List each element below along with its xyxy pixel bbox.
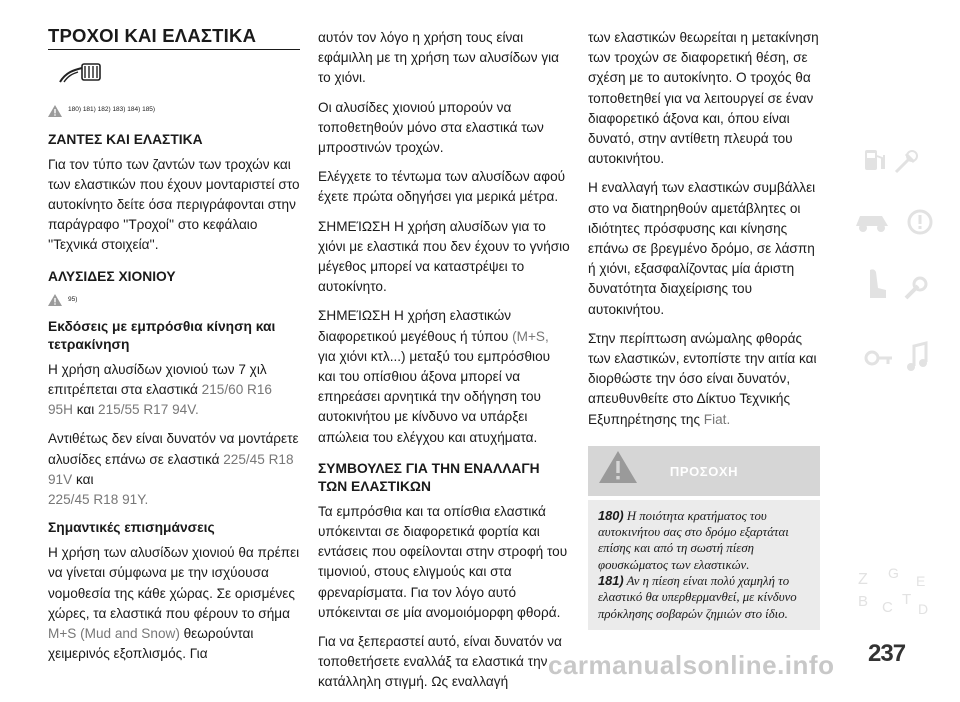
paragraph-wheels: Για τον τύπο των ζαντών των τροχών και των ελαστικών που έχουν μονταριστεί στο αυτοκίνητο δείτε όσα περιγράφονται στην παράγραφο ''Τροχοί'' στο κεφάλαιο ''Τεχνικά στοιχεία''.: [48, 156, 300, 253]
page-number: 237: [868, 640, 906, 667]
music-note-icon[interactable]: [904, 340, 930, 374]
wrench-icon[interactable]: [900, 274, 930, 304]
warning-180: 180) Η ποιότητα κρατήματος του αυτοκινήτου σας στο δρόμο εξαρτάται επίσης και από τη σωστή πίεση φουσκώματος των ελαστικών.: [598, 507, 789, 572]
paragraph-note-mixing: ΣΗΜΕΊΩΣΗ Η χρήση ελαστικών διαφορετικού μεγέθους ή τύπου (M+S, για χιόνι κτλ...) μεταξύ του εμπρόσθιου και του οπίσθιου άξονα μπορεί να επηρεάσει αρνητικά την οδήγηση του αυτοκινήτου με κίνδυνο να υπάρξει απώλεια του ελέγχου και ατυχήματα.: [318, 308, 551, 445]
heading-wheels-tires: ΖΑΝΤΕΣ ΚΑΙ ΕΛΑΣΤΙΚΑ: [48, 131, 203, 147]
paragraph-loads: Τα εμπρόσθια και τα οπίσθια ελαστικά υπόκεινται σε διαφορετικά φορτία και εντάσεις που οφείλονται στην στροφή του τιμονιού, στους ελιγμούς και στα φρεναρίσματα. Για τον λόγο αυτό υπόκεινται σε μία ανομοιόμορφη φθορά.: [318, 503, 568, 620]
paragraph-rotation: Για να ξεπεραστεί αυτό, είναι δυνατόν να τοποθετήσετε εναλλάξ τα ελαστικά την κατάλληλη στιγμή. Ως εναλλαγή: [318, 634, 562, 690]
column-middle: [318, 28, 570, 702]
heading-tire-rotation: ΣΥΜΒΟΥΛΕΣ ΓΙΑ ΤΗΝ ΕΝΑΛΛΑΓΗ ΤΩΝ ΕΛΑΣΤΙΚΩΝ: [318, 460, 540, 494]
svg-text:T: T: [902, 591, 912, 608]
tools-icon[interactable]: [892, 148, 920, 176]
page-title: ΤΡΟΧΟΙ ΚΑΙ ΕΛΑΣΤΙΚΑ: [48, 26, 300, 50]
column-left: [48, 26, 300, 673]
paragraph-rotation-benefits: Η εναλλαγή των ελαστικών συμβάλλει στο να διατηρηθούν αμετάβλητες οι ιδιότητες πρόσφυσης και κίνησης επάνω σε βρεγμένο δρόμο, σε λάσπη ή χιόνι, εξασφαλίζοντας μία άριστη δυνατότητα διαχείρισης του αυτοκινήτου.: [588, 180, 816, 317]
warning-refs-snow-text: 95): [68, 295, 78, 303]
heading-versions: Εκδόσεις με εμπρόσθια κίνηση και τετρακίνηση: [48, 318, 276, 352]
svg-text:D: D: [918, 601, 929, 617]
column-right: [588, 28, 820, 630]
warning-181: 181) Αν η πίεση είναι πολύ χαμηλή το ελαστικό θα υπερθερμανθεί, με κίνδυνο πρόκλησης σοβαρών ζημιών στο ίδιο.: [598, 573, 797, 621]
svg-text:B: B: [858, 593, 869, 610]
watermark: carmanualsonline.info: [548, 650, 835, 680]
key-icon[interactable]: [864, 346, 894, 370]
warning-references-snow: [48, 290, 300, 310]
paragraph-abnormal-wear: Στην περίπτωση ανώμαλης φθοράς των ελαστικών, εντοπίστε την αιτία και διορθώστε την όσο είναι δυνατόν, απευθυνθείτε στο Δίκτυο Τεχνικής Εξυπηρέτησης της Fiat.: [588, 330, 817, 427]
svg-text:Z: Z: [858, 571, 868, 588]
paragraph-front-wheels: Οι αλυσίδες χιονιού μπορούν να τοποθετηθούν μόνο στα ελαστικά των μπροστινών τροχών.: [318, 99, 544, 156]
paragraph-rotation-definition: των ελαστικών θεωρείται η μετακίνηση των τροχών σε διαφορετική θέση, σε σχέση με το αυτοκίνητο. Ο τροχός θα τοποθετηθεί για να λειτουργεί σε έναν διαφορετικό άξονα και, όπου είναι δυνατό, στην αντίθετη πλευρά του αυτοκινήτου.: [588, 30, 819, 167]
warning-light-icon[interactable]: [906, 208, 934, 236]
paragraph-versions: Η χρήση αλυσίδων χιονιού των 7 χιλ επιτρέπεται στα ελαστικά 215/60 R16 95H και 215/55 R17 94V.: [48, 361, 272, 418]
paragraph-tension: Ελέγχετε το τέντωμα των αλυσίδων αφού έχετε πρώτα οδηγήσει για μερικά μέτρα.: [318, 169, 566, 205]
paragraph-note-size: ΣΗΜΕΊΩΣΗ Η χρήση αλυσίδων για το χιόνι με ελαστικά που δεν έχουν το γνήσιο μέγεθος μπορεί να καταστρέψει το αυτοκίνητο.: [318, 218, 570, 295]
warning-refs-text: 180) 181) 182) 183) 184) 185): [68, 106, 156, 114]
heading-important-notes: Σημαντικές επισημάνσεις: [48, 520, 215, 536]
warning-box-body: [588, 500, 820, 630]
warning-box-header: [588, 446, 820, 496]
tire-chains-symbol-icon: [56, 60, 106, 88]
warning-references: [48, 100, 300, 120]
svg-text:E: E: [916, 573, 926, 589]
warning-triangle-icon: [48, 294, 62, 306]
paragraph-notes: Η χρήση των αλυσίδων χιονιού θα πρέπει να γίνεται σύμφωνα με την ισχύουσα νομοθεσία της κάθε χώρας. Σε ορισμένες χώρες, τα ελαστικά που φέρουν το σήμα M+S (Mud and Snow) θεωρούνται χειμερινός εξοπλισμός. Για: [48, 545, 300, 662]
svg-text:G: G: [888, 565, 899, 581]
seat-icon[interactable]: [862, 266, 890, 306]
heading-snow-chains: ΑΛΥΣΙΔΕΣ ΧΙΟΝΙΟΥ: [48, 268, 176, 284]
paragraph-equivalent: αυτόν τον λόγο η χρήση τους είναι εφάμιλλη με τη χρήση των αλυσίδων για το χιόνι.: [318, 30, 560, 86]
index-letters-icon[interactable]: [854, 562, 934, 618]
warning-triangle-icon: [48, 105, 62, 117]
paragraph-instead: Αντιθέτως δεν είναι δυνατόν να μοντάρετε αλυσίδες επάνω σε ελαστικά 225/45 R18 91V και 225/45 R18 91Y.: [48, 431, 299, 508]
svg-text:C: C: [882, 599, 893, 616]
warning-box-title: ΠΡΟΣΟΧΗ: [669, 463, 739, 479]
fuel-pump-icon[interactable]: [862, 146, 888, 174]
car-icon[interactable]: [852, 206, 892, 234]
